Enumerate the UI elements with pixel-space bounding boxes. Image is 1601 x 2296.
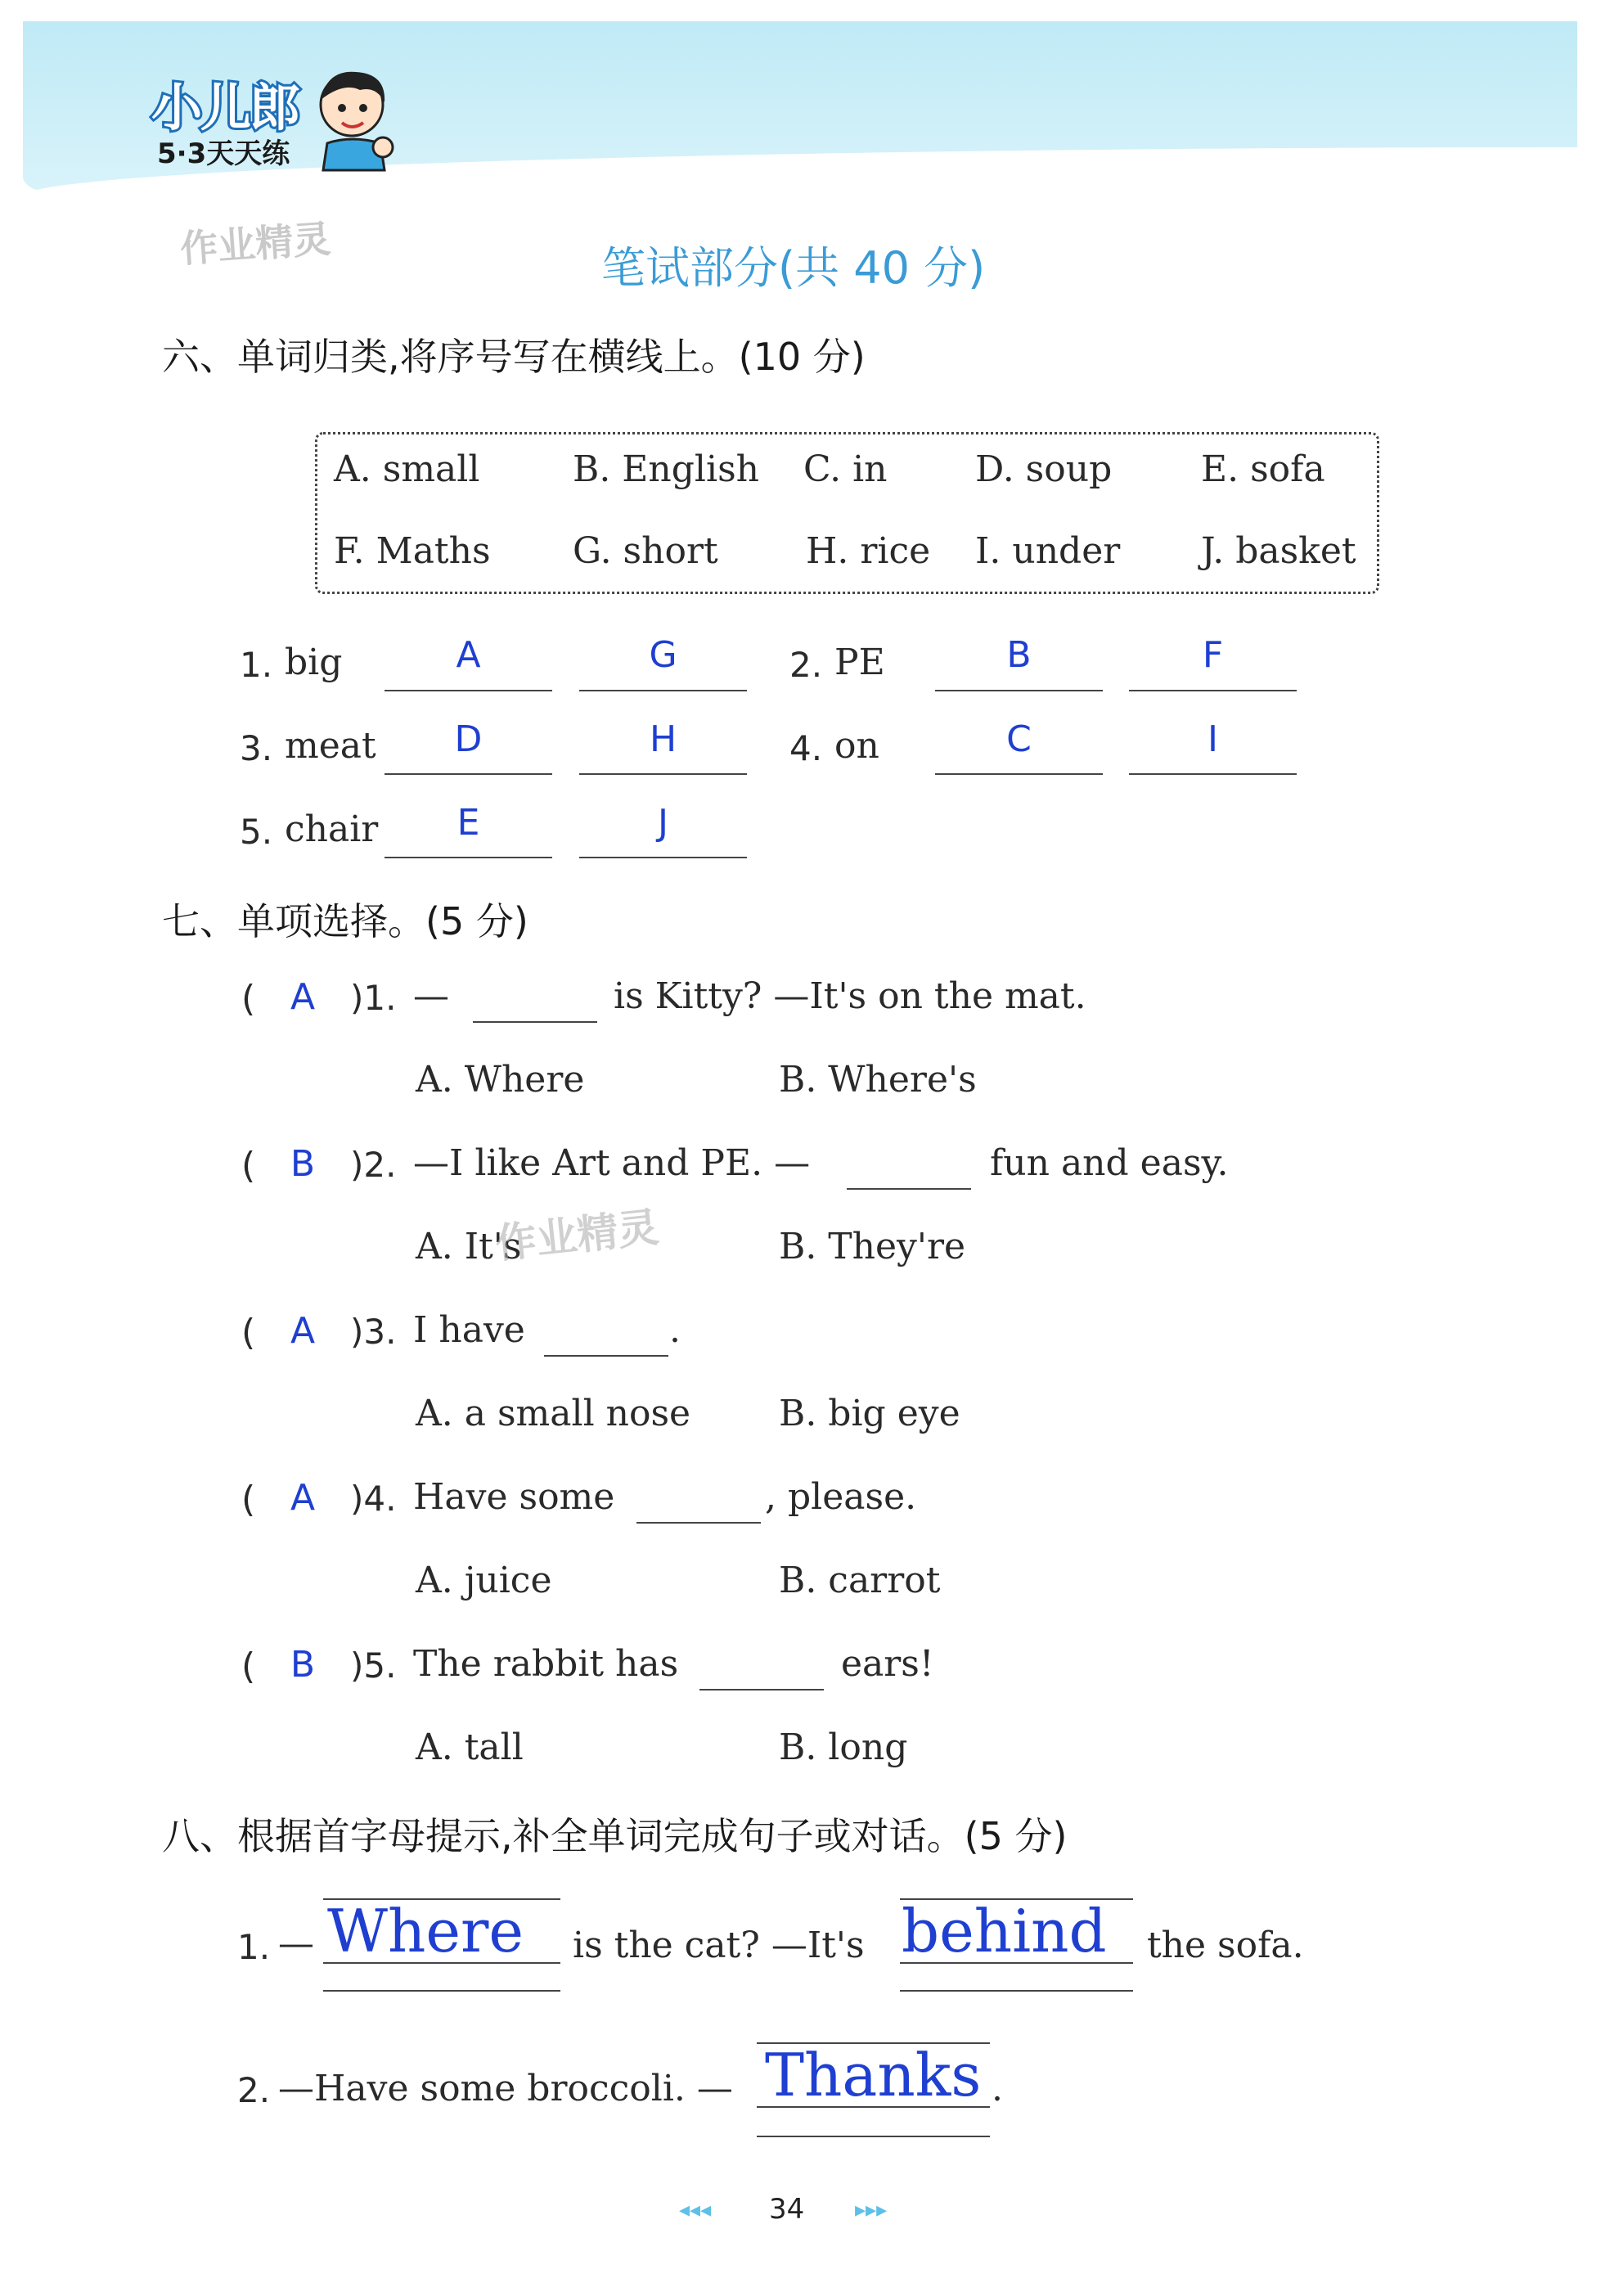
writing-line [757, 2136, 990, 2137]
option-a: A. Where [416, 1059, 585, 1101]
question-post: ears! [841, 1643, 934, 1685]
paren-open: ( [241, 1312, 256, 1353]
question-blank [847, 1188, 971, 1190]
question-pre: I have [413, 1309, 525, 1351]
answer: A [290, 1477, 316, 1519]
question-number: 1. [237, 1927, 271, 1967]
option: I. under [975, 530, 1121, 572]
question-number: )1. [350, 978, 397, 1018]
option: D. soup [975, 448, 1113, 490]
answer-behind: behind [902, 1897, 1107, 1965]
question-number: )4. [350, 1479, 397, 1519]
question-post: is Kitty? —It's on the mat. [614, 975, 1086, 1017]
option-a: A. a small nose [416, 1393, 691, 1434]
mascot-boy-icon [311, 65, 397, 172]
section6-heading: 六、单词归类,将序号写在横线上。(10 分) [162, 335, 866, 379]
item-word: big [285, 642, 343, 683]
paren-open: ( [241, 1645, 256, 1687]
option: A. small [334, 448, 480, 490]
option: G. short [573, 530, 718, 572]
writing-line [323, 1990, 560, 1992]
item-number: 1. [240, 645, 273, 685]
watermark: 作业精灵 [492, 1203, 661, 1268]
answer-blank [385, 690, 552, 691]
answer: E [456, 802, 480, 844]
answer-blank [1129, 773, 1297, 775]
answer-blank [579, 690, 747, 691]
option: E. sofa [1201, 448, 1325, 490]
answer-blank [579, 773, 747, 775]
brand-logo: 小儿郎 [151, 78, 299, 137]
question-post: fun and easy. [990, 1142, 1229, 1184]
section7-heading: 七、单项选择。(5 分) [162, 899, 528, 943]
answer: A [456, 634, 481, 676]
answer-thanks: Thanks [765, 2041, 982, 2109]
option: J. basket [1201, 530, 1356, 572]
answer: B [290, 1143, 316, 1185]
option-b: B. long [779, 1727, 908, 1768]
item-word: chair [285, 808, 379, 850]
prev-arrows-icon: ◂◂◂ [679, 2198, 712, 2222]
answer-blank [385, 773, 552, 775]
question-number: 2. [237, 2070, 271, 2110]
writing-line [900, 1990, 1133, 1992]
watermark: 作业精灵 [178, 216, 332, 272]
paren-open: ( [241, 978, 256, 1020]
question-post: , please. [765, 1476, 917, 1518]
answer: A [290, 1310, 316, 1352]
page-number: 34 [769, 2193, 805, 2226]
option-a: A. tall [416, 1727, 524, 1768]
answer: C [1006, 718, 1032, 760]
option-b: B. They're [779, 1226, 966, 1267]
item-number: 4. [789, 728, 823, 768]
sentence-end: . [992, 2068, 1003, 2109]
sentence-end: the sofa. [1147, 1925, 1304, 1966]
answer: I [1207, 718, 1218, 760]
sentence-mid: is the cat? —It's [573, 1925, 865, 1966]
question-number: )3. [350, 1312, 397, 1352]
answer-blank [935, 773, 1103, 775]
question-blank [473, 1021, 597, 1023]
question-pre: Have some [413, 1476, 615, 1518]
answer: A [290, 976, 316, 1018]
item-word: PE [834, 642, 885, 683]
answer-blank [579, 857, 747, 858]
option: B. English [573, 448, 759, 490]
option: H. rice [806, 530, 931, 572]
paren-open: ( [241, 1145, 256, 1186]
section8-heading: 八、根据首字母提示,补全单词完成句子或对话。(5 分) [162, 1814, 1068, 1858]
question-pre: — [413, 975, 449, 1017]
question-blank [544, 1355, 668, 1357]
option: F. Maths [334, 530, 491, 572]
answer-blank [935, 690, 1103, 691]
answer: D [454, 718, 483, 760]
question-blank [699, 1689, 824, 1690]
option-a: A. It's [416, 1226, 522, 1267]
item-number: 5. [240, 812, 273, 852]
item-word: meat [285, 725, 376, 767]
answer: B [290, 1644, 316, 1686]
question-blank [636, 1522, 761, 1524]
answer: H [649, 718, 677, 760]
answer-blank [1129, 690, 1297, 691]
option-b: B. Where's [779, 1059, 977, 1101]
answer: J [658, 802, 668, 844]
paren-open: ( [241, 1479, 256, 1520]
item-number: 3. [240, 728, 273, 768]
question-post: . [669, 1309, 681, 1351]
question-number: )5. [350, 1645, 397, 1686]
answer: F [1202, 634, 1224, 676]
answer-blank [385, 857, 552, 858]
question-pre: —I like Art and PE. — [413, 1142, 811, 1184]
sentence-text: —Have some broccoli. — [278, 2068, 733, 2109]
next-arrows-icon: ▸▸▸ [855, 2198, 888, 2222]
item-number: 2. [789, 645, 823, 685]
question-number: )2. [350, 1145, 397, 1185]
option-a: A. juice [416, 1560, 552, 1601]
option-b: B. big eye [779, 1393, 960, 1434]
option-b: B. carrot [779, 1560, 941, 1601]
answer: B [1006, 634, 1032, 676]
dash: — [278, 1923, 314, 1965]
item-word: on [834, 725, 879, 767]
series-name: 5·3天天练 [157, 137, 290, 170]
page-title: 笔试部分(共 40 分) [601, 242, 986, 294]
answer-where: Where [327, 1897, 524, 1965]
answer: G [649, 634, 677, 676]
option: C. in [803, 448, 888, 490]
question-pre: The rabbit has [413, 1643, 679, 1685]
